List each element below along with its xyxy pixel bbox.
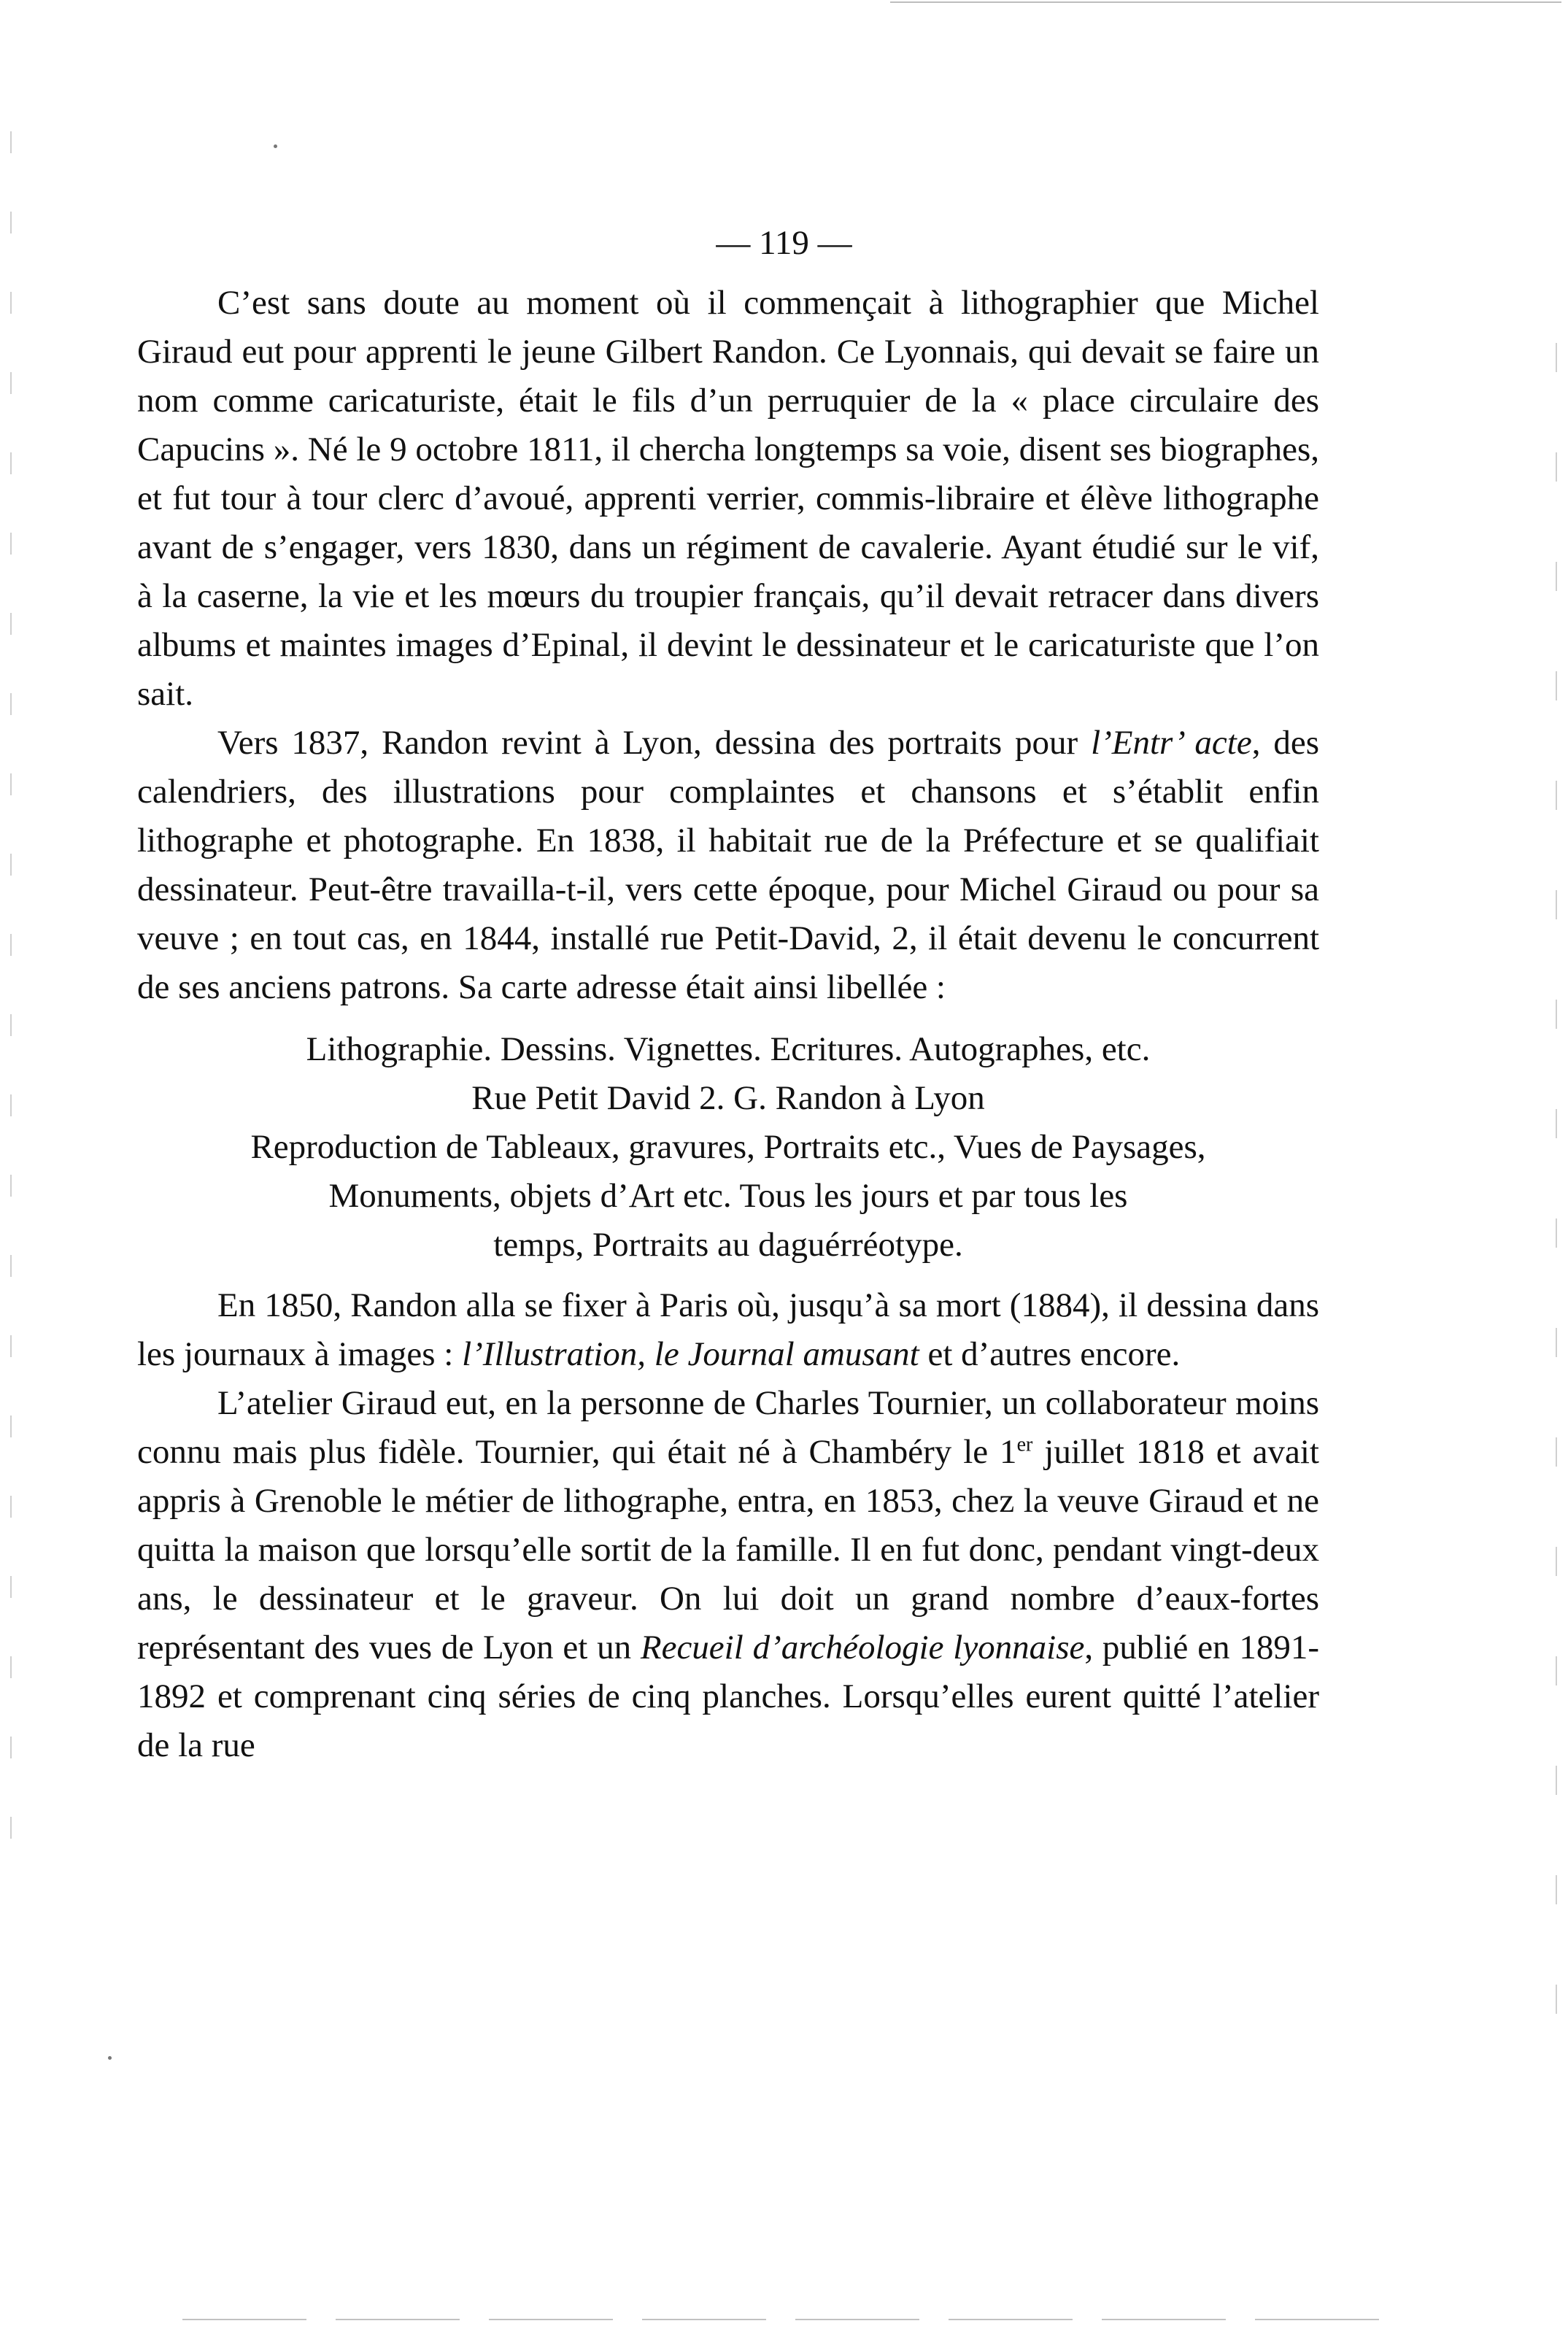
- notice-line: temps, Portraits au daguérréotype.: [493, 1226, 963, 1264]
- paragraph-text: , publié en 1891-1892 et comprenant cinq séries de cinq planches. Lorsqu’elles eurent quitté l’atelier de la rue: [137, 1629, 1319, 1764]
- paragraph-text: En 1850, Randon alla se fixer à Paris où, jusqu’à sa mort (1884), il dessina dans les journaux à images :: [137, 1286, 1319, 1373]
- notice-line: Reproduction de Tableaux, gravures, Portraits etc., Vues de Paysages,: [250, 1128, 1206, 1166]
- notice-line: Rue Petit David 2. G. Randon à Lyon: [471, 1079, 985, 1117]
- paragraph-randon-biography: C’est sans doute au moment où il commençait à lithographier que Michel Giraud eut pour apprenti le jeune Gilbert Randon. Ce Lyonnais, qui devait se faire un nom comme caricaturiste, était le fils d’un perruquier de la « place circulaire des Capucins ». Né le 9 octobre 1811, il chercha longtemps sa voie, disent ses biographes, et fut tour à tour clerc d’avoué, apprenti verrier, commis-libraire et élève lithographe avant de s’engager, vers 1830, dans un régiment de cavalerie. Ayant étudié sur le vif, à la caserne, la vie et les mœurs du troupier français, qu’il devait retracer dans divers albums et maintes images d’Epinal, il devint le dessinateur et le caricaturiste que l’on sait.: [137, 284, 1319, 713]
- notice-line: Lithographie. Dessins. Vignettes. Ecritures. Autographes, etc.: [306, 1030, 1151, 1068]
- paragraph-text: Vers 1837, Randon revint à Lyon, dessina des portraits pour: [217, 724, 1092, 762]
- notice-line: Monuments, objets d’Art etc. Tous les jours et par tous les: [328, 1177, 1128, 1215]
- italic-title: l’Entr’ acte: [1091, 724, 1252, 762]
- paragraph-text: juillet 1818 et avait appris à Grenoble le métier de lithographe, entra, en 1853, chez la veuve Giraud et ne quitta la maison que lorsqu’elle sortit de la famille. Il en fut donc, pendant vingt-deux ans, le dessinateur et le graveur. On lui doit un grand nombre d’eaux-fortes représentant des vues de Lyon et un: [137, 1433, 1319, 1666]
- paragraph-text: , des calendriers, des illustrations pour complaintes et chansons et s’établit enfin lithographe et photographe. En 1838, il habitait rue de la Préfecture et se qualifiait dessinateur. Peut-être travailla-t-il, vers cette époque, pour Michel Giraud ou pour sa veuve ; en tout cas, en 1844, installé rue Petit-David, 2, il était devenu le concurrent de ses anciens patrons. Sa carte adresse était ainsi libellée :: [137, 724, 1319, 1006]
- paragraph-paris: [137, 1281, 1319, 1379]
- scan-speck: [108, 2056, 112, 2060]
- ordinal-superscript: er: [1016, 1433, 1033, 1456]
- paragraph-text: et d’autres encore.: [919, 1335, 1181, 1373]
- italic-journals: l’Illustration, le Journal amusant: [462, 1335, 919, 1373]
- page-number: — 119 —: [716, 224, 852, 262]
- scan-left-edge: [10, 131, 12, 1882]
- paragraph-tournier: [137, 1379, 1319, 1770]
- main-text: [137, 279, 1319, 1770]
- scan-bottom-rule: [182, 2319, 1386, 2320]
- paragraph-randon-lyon: [137, 719, 1319, 1012]
- scan-speck: [274, 144, 277, 148]
- scan-right-edge: [1556, 343, 1557, 2021]
- paragraph-text: L’atelier Giraud eut, en la personne de Charles Tournier, un collaborateur moins connu mais plus fidèle. Tournier, qui était né à Chambéry le 1: [137, 1384, 1319, 1471]
- italic-book-title: Recueil d’archéologie lyonnaise: [640, 1629, 1085, 1666]
- address-card-notice: [137, 1025, 1319, 1270]
- scan-top-rule: [890, 1, 1561, 3]
